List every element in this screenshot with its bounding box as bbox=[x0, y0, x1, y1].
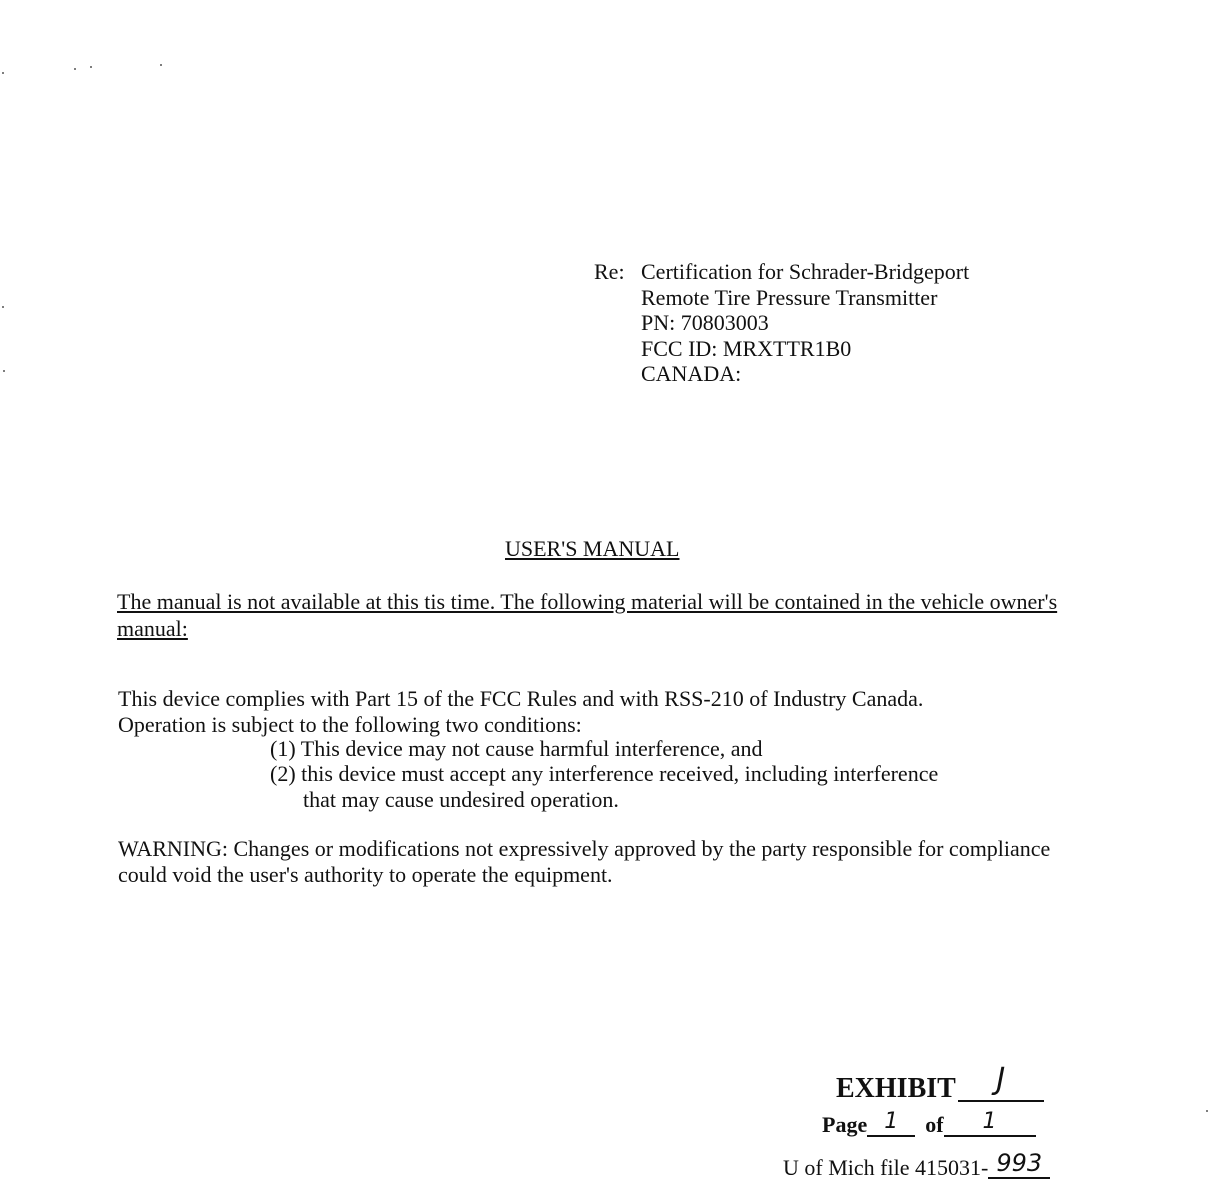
operation-line: Operation is subject to the following two conditions: bbox=[118, 712, 582, 737]
condition-1: (1) This device may not cause harmful interference, and bbox=[270, 736, 763, 761]
re-line-certification: Certification for Schrader-Bridgeport bbox=[641, 259, 970, 284]
compliance-statement bbox=[118, 686, 1078, 738]
exhibit-letter: J bbox=[996, 1062, 1006, 1097]
exhibit-letter-field bbox=[958, 1062, 1044, 1102]
re-label: Re: bbox=[594, 259, 625, 284]
exhibit-label bbox=[836, 1062, 1044, 1105]
page-total: 1 bbox=[982, 1109, 997, 1134]
condition-2 bbox=[270, 761, 938, 813]
re-line-canada: CANADA: bbox=[641, 361, 742, 386]
page-count bbox=[822, 1109, 1036, 1138]
file-number: 993 bbox=[996, 1149, 1043, 1177]
warning-paragraph: WARNING: Changes or modifications not expressively approved by the party responsible for compliance could void the user's authority to operate the equipment. bbox=[118, 836, 1051, 887]
page-label: Page bbox=[822, 1112, 868, 1137]
page-number-field bbox=[867, 1109, 915, 1137]
file-reference bbox=[783, 1149, 1050, 1181]
re-line-product: Remote Tire Pressure Transmitter bbox=[641, 284, 938, 310]
re-line-fcc-id: FCC ID: MRXTTR1B0 bbox=[641, 335, 852, 361]
condition-2-line-1: (2) this device must accept any interference received, including interference bbox=[270, 761, 939, 786]
file-label: U of Mich file 415031- bbox=[783, 1155, 989, 1180]
page-number: 1 bbox=[884, 1109, 899, 1134]
page-total-field bbox=[944, 1109, 1036, 1137]
compliance-line: This device complies with Part 15 of the FCC Rules and with RSS-210 of Industry Canada. bbox=[118, 686, 924, 711]
re-line-part-number: PN: 70803003 bbox=[641, 310, 769, 335]
condition-2-line-2: that may cause undesired operation. bbox=[303, 787, 619, 812]
intro-paragraph: The manual is not available at this tis time. The following material will be contained in the vehicle owner's manual: bbox=[117, 589, 1058, 641]
re-block bbox=[641, 259, 969, 387]
document-title: USER'S MANUAL bbox=[505, 536, 680, 561]
exhibit-text: EXHIBIT bbox=[836, 1073, 956, 1104]
file-number-field bbox=[988, 1149, 1050, 1179]
of-label: of bbox=[925, 1112, 944, 1137]
